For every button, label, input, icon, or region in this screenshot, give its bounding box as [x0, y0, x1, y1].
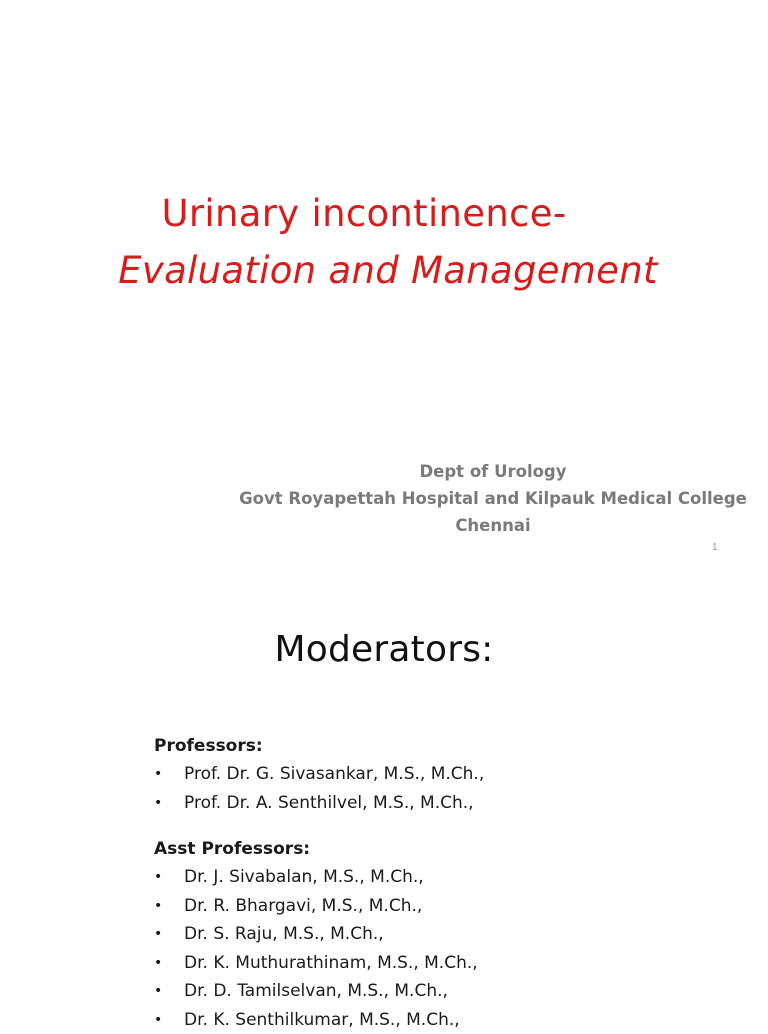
section-spacer	[154, 817, 754, 835]
moderators-content	[154, 732, 754, 1034]
department-label: Dept of Urology	[234, 458, 752, 485]
slide-title-line-2	[0, 246, 768, 296]
city-label: Chennai	[234, 512, 752, 539]
bullet-icon: •	[154, 760, 174, 789]
asst-professor-name: Dr. S. Raju, M.S., M.Ch.,	[184, 924, 384, 944]
title-text: Urinary incontinence-	[162, 192, 567, 235]
asst-professor-name: Dr. D. Tamilselvan, M.S., M.Ch.,	[184, 981, 448, 1001]
slide-number: 1	[712, 542, 718, 553]
slide-title-line-1	[0, 190, 768, 238]
professors-list	[154, 760, 754, 817]
asst-professor-name: Dr. R. Bhargavi, M.S., M.Ch.,	[184, 896, 422, 916]
list-item	[154, 1006, 754, 1034]
subtitle-text: Evaluation and Management	[118, 249, 658, 292]
list-item	[154, 789, 754, 818]
bullet-icon: •	[154, 920, 174, 949]
bullet-icon: •	[154, 892, 174, 921]
professors-heading: Professors:	[154, 732, 754, 760]
affiliation-block	[234, 458, 752, 539]
bullet-icon: •	[154, 949, 174, 978]
professor-name: Prof. Dr. A. Senthilvel, M.S., M.Ch.,	[184, 793, 474, 813]
asst-professor-name: Dr. J. Sivabalan, M.S., M.Ch.,	[184, 867, 424, 887]
professor-name: Prof. Dr. G. Sivasankar, M.S., M.Ch.,	[184, 764, 484, 784]
list-item	[154, 920, 754, 949]
institution-label: Govt Royapettah Hospital and Kilpauk Medical College	[234, 485, 752, 512]
moderators-slide	[0, 576, 768, 1024]
bullet-icon: •	[154, 1006, 174, 1034]
bullet-icon: •	[154, 977, 174, 1006]
asst-professors-list	[154, 863, 754, 1034]
bullet-icon: •	[154, 789, 174, 818]
bullet-icon: •	[154, 863, 174, 892]
moderators-title	[0, 628, 768, 672]
list-item	[154, 863, 754, 892]
list-item	[154, 977, 754, 1006]
asst-professor-name: Dr. K. Senthilkumar, M.S., M.Ch.,	[184, 1010, 460, 1030]
asst-professors-heading: Asst Professors:	[154, 835, 754, 863]
list-item	[154, 760, 754, 789]
moderators-title-text: Moderators:	[275, 629, 494, 670]
list-item	[154, 949, 754, 978]
asst-professor-name: Dr. K. Muthurathinam, M.S., M.Ch.,	[184, 953, 478, 973]
list-item	[154, 892, 754, 921]
